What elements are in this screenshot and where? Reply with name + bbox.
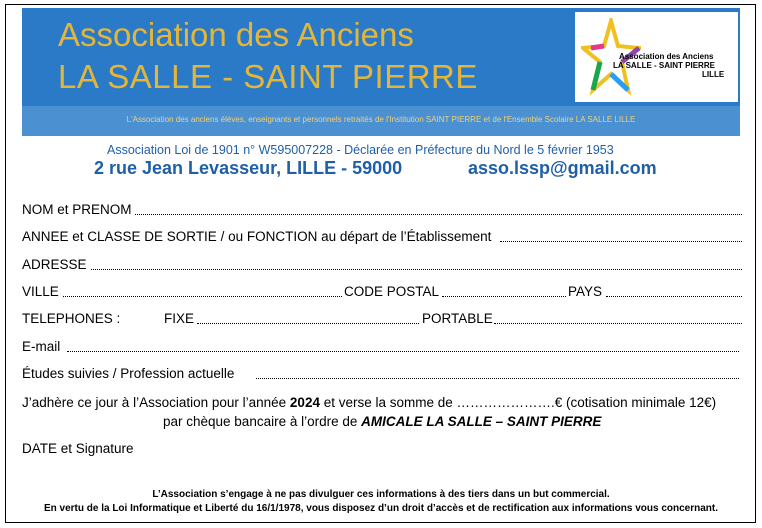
code-postal-label: CODE POSTAL bbox=[344, 284, 442, 299]
nom-field[interactable] bbox=[22, 202, 742, 220]
adhesion-statement bbox=[22, 395, 716, 410]
pays-label: PAYS bbox=[568, 284, 605, 299]
association-logo bbox=[575, 12, 738, 102]
association-name: LA SALLE - SAINT PIERRE bbox=[58, 58, 478, 95]
logo-text-line2: LA SALLE - SAINT PIERRE bbox=[613, 61, 715, 70]
registration-line: Association Loi de 1901 n° W595007228 - Déclarée en Préfecture du Nord le 5 février 1953 bbox=[107, 143, 614, 157]
telephones-label: TELEPHONES : bbox=[22, 311, 123, 326]
ville-label: VILLE bbox=[22, 284, 62, 299]
adhesion-prefix: J’adhère ce jour à l’Association pour l’année bbox=[22, 395, 290, 410]
annee-label: ANNEE et CLASSE DE SORTIE / ou FONCTION au départ de l’Établissement bbox=[22, 229, 494, 244]
adhesion-year: 2024 bbox=[289, 395, 320, 410]
nom-label: NOM et PRENOM bbox=[22, 202, 135, 217]
contact-email: asso.lssp@gmail.com bbox=[468, 158, 657, 178]
association-title: Association des Anciens bbox=[58, 16, 414, 53]
header-banner bbox=[22, 8, 740, 106]
cheque-payee: AMICALE LA SALLE – SAINT PIERRE bbox=[361, 414, 602, 429]
date-signature-field[interactable]: DATE et Signature bbox=[22, 441, 134, 456]
cheque-prefix: par chèque bancaire à l’ordre de bbox=[163, 414, 362, 429]
fixe-label: FIXE bbox=[164, 311, 197, 326]
adhesion-suffix: € (cotisation minimale 12€) bbox=[554, 395, 717, 410]
amount-field[interactable]: …………………. bbox=[456, 395, 555, 410]
cheque-statement bbox=[163, 414, 601, 429]
adhesion-mid: et verse la somme de bbox=[319, 395, 457, 410]
adresse-field[interactable] bbox=[22, 257, 742, 275]
etudes-label: Études suivies / Profession actuelle bbox=[22, 366, 237, 381]
association-description: L'Association des anciens élèves, enseignants et personnels retraités de l'Institution SAINT PIERRE et de l'Ensemble Scolaire LA SALLE LILLE bbox=[126, 115, 636, 124]
telephones-field[interactable] bbox=[22, 311, 742, 329]
legal-notice: En vertu de la Loi Informatique et Liberté du 16/1/1978, vous disposez d’un droit d’accès et de rectification aux informations vous concernant. bbox=[43, 503, 719, 514]
postal-address: 2 rue Jean Levasseur, LILLE - 59000 bbox=[94, 158, 403, 178]
subtitle-strip bbox=[22, 106, 740, 136]
annee-field[interactable] bbox=[22, 229, 742, 247]
ville-field[interactable] bbox=[22, 284, 742, 302]
logo-text-line1: Association des Anciens bbox=[619, 52, 714, 61]
privacy-notice: L’Association s’engage à ne pas divulguer ces informations à des tiers dans un but commercial. bbox=[152, 489, 610, 500]
email-field[interactable] bbox=[22, 339, 742, 357]
email-label: E-mail bbox=[22, 339, 63, 354]
portable-label: PORTABLE bbox=[422, 311, 496, 326]
etudes-field[interactable] bbox=[22, 366, 742, 384]
adresse-label: ADRESSE bbox=[22, 257, 90, 272]
logo-text-line3: LILLE bbox=[702, 70, 725, 79]
